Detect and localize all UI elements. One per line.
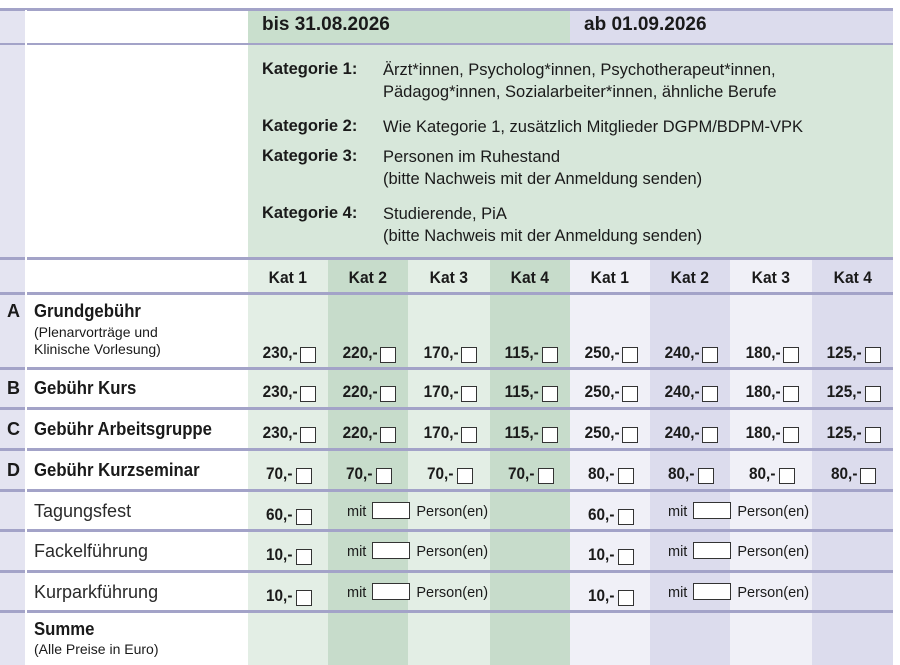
checkbox[interactable]	[702, 347, 718, 363]
mit-label: mit	[668, 504, 688, 520]
row-label-kurparkfuehrung: Kurparkführung	[34, 582, 159, 602]
row-label-kurzseminar	[34, 460, 212, 481]
price-value: 10,-	[588, 546, 615, 564]
rule	[0, 448, 893, 451]
checkbox[interactable]	[702, 427, 718, 443]
person-label: Person(en)	[737, 585, 810, 601]
price-cell	[328, 337, 408, 363]
price-value: 70,-	[508, 465, 535, 483]
price-cell	[730, 376, 812, 402]
checkbox[interactable]	[865, 347, 881, 363]
price-cell	[328, 458, 408, 484]
rule	[0, 489, 893, 492]
price-value: 240,-	[664, 424, 700, 442]
price-cell	[730, 458, 812, 484]
price-cell	[408, 417, 490, 443]
checkbox[interactable]	[779, 468, 795, 484]
checkbox[interactable]	[865, 427, 881, 443]
col-header	[650, 262, 730, 288]
checkbox[interactable]	[622, 427, 638, 443]
price-cell	[328, 417, 408, 443]
col-header	[490, 262, 570, 288]
price-cell	[248, 580, 328, 606]
checkbox[interactable]	[702, 386, 718, 402]
price-value: 180,-	[745, 344, 781, 362]
price-cell	[570, 417, 650, 443]
person-count-group	[668, 502, 809, 520]
price-value: 80,-	[830, 465, 858, 483]
rule	[0, 610, 893, 613]
checkbox[interactable]	[300, 386, 316, 402]
rule	[0, 367, 893, 370]
category-2-desc-line1: Wie Kategorie 1, zusätzlich Mitglieder DGPM/BDPM-VPK	[383, 118, 803, 136]
price-value: 125,-	[826, 383, 862, 401]
price-value: 170,-	[423, 383, 459, 401]
person-count-field[interactable]	[693, 583, 731, 600]
price-cell	[408, 376, 490, 402]
col-header-label: Kat 2	[348, 268, 388, 287]
person-count-group	[347, 502, 488, 520]
summe-label-text: Summe	[34, 619, 95, 639]
row-label-arbeitsgruppe	[34, 419, 225, 440]
col-header-label: Kat 3	[429, 268, 469, 287]
category-1-desc-line1: Ärzt*innen, Psycholog*innen, Psychotherapeut*innen,	[383, 61, 776, 79]
person-label: Person(en)	[416, 504, 489, 520]
checkbox[interactable]	[860, 468, 876, 484]
price-cell	[408, 458, 490, 484]
rule	[0, 292, 893, 295]
price-cell	[812, 337, 893, 363]
checkbox[interactable]	[618, 590, 634, 606]
row-label-fackelfuehrung: Fackelführung	[34, 541, 149, 561]
price-value: 180,-	[745, 424, 781, 442]
checkbox[interactable]	[296, 590, 312, 606]
price-value: 230,-	[262, 383, 298, 401]
left-divider	[25, 10, 27, 665]
price-cell	[570, 580, 650, 606]
price-cell	[650, 417, 730, 443]
price-value: 70,-	[346, 465, 373, 483]
category-1-desc-line2: Pädagog*innen, Sozialarbeiter*innen, ähnliche Berufe	[383, 83, 777, 101]
price-value: 10,-	[266, 546, 293, 564]
person-count-group	[668, 542, 809, 560]
mit-label: mit	[668, 585, 688, 601]
price-cell	[248, 539, 328, 565]
mit-label: mit	[347, 585, 367, 601]
price-value: 10,-	[588, 587, 615, 605]
col-header	[570, 262, 650, 288]
category-2-label: Kategorie 2:	[262, 117, 358, 135]
person-count-group	[668, 583, 809, 601]
price-value: 125,-	[826, 424, 862, 442]
price-cell	[570, 539, 650, 565]
rule	[0, 8, 893, 11]
person-count-field[interactable]	[372, 542, 410, 559]
checkbox[interactable]	[618, 509, 634, 525]
price-value: 60,-	[588, 506, 615, 524]
col-header-label: Kat 1	[590, 268, 630, 287]
mit-label: mit	[347, 504, 367, 520]
checkbox[interactable]	[376, 468, 392, 484]
row-label-grundgebuehr	[34, 301, 149, 322]
price-cell	[650, 376, 730, 402]
checkbox[interactable]	[618, 468, 634, 484]
rule	[0, 529, 893, 532]
checkbox[interactable]	[457, 468, 473, 484]
price-value: 240,-	[664, 383, 700, 401]
price-cell	[812, 417, 893, 443]
price-cell	[650, 458, 730, 484]
category-4-desc-line1: Studierende, PiA	[383, 205, 507, 223]
checkbox[interactable]	[300, 347, 316, 363]
price-value: 170,-	[423, 344, 459, 362]
checkbox[interactable]	[618, 549, 634, 565]
col-header-label: Kat 2	[670, 268, 710, 287]
price-value: 250,-	[584, 424, 620, 442]
price-value: 115,-	[504, 424, 539, 442]
checkbox[interactable]	[542, 347, 558, 363]
person-count-field[interactable]	[372, 583, 410, 600]
checkbox[interactable]	[783, 427, 799, 443]
person-label: Person(en)	[737, 544, 810, 560]
summe-note: (Alle Preise in Euro)	[34, 641, 159, 657]
checkbox[interactable]	[538, 468, 554, 484]
price-cell	[490, 337, 570, 363]
checkbox[interactable]	[296, 549, 312, 565]
person-label: Person(en)	[416, 544, 489, 560]
price-value: 220,-	[342, 424, 378, 442]
person-count-group	[347, 583, 488, 601]
col-header-label: Kat 1	[268, 268, 308, 287]
checkbox[interactable]	[783, 386, 799, 402]
checkbox[interactable]	[698, 468, 714, 484]
left-column-bg	[0, 10, 25, 665]
category-1-label: Kategorie 1:	[262, 60, 358, 78]
checkbox[interactable]	[783, 347, 799, 363]
mit-label: mit	[347, 544, 367, 560]
row-letter-d: D	[7, 460, 20, 480]
rule	[0, 407, 893, 410]
checkbox[interactable]	[300, 427, 316, 443]
price-value: 60,-	[266, 506, 293, 524]
price-value: 250,-	[584, 344, 620, 362]
price-cell	[408, 337, 490, 363]
price-cell	[730, 417, 812, 443]
row-label-text: Gebühr Kurzseminar	[34, 460, 200, 480]
checkbox[interactable]	[622, 386, 638, 402]
col-header	[328, 262, 408, 288]
rule	[0, 257, 893, 260]
person-label: Person(en)	[737, 504, 810, 520]
summe-label	[34, 619, 99, 640]
checkbox[interactable]	[542, 386, 558, 402]
category-3-label: Kategorie 3:	[262, 147, 358, 165]
col-header-label: Kat 4	[833, 268, 872, 287]
person-count-field[interactable]	[372, 502, 410, 519]
row-label-text: Gebühr Kurs	[34, 378, 137, 398]
checkbox[interactable]	[461, 427, 477, 443]
checkbox[interactable]	[542, 427, 558, 443]
rule	[0, 43, 893, 45]
checkbox[interactable]	[461, 347, 477, 363]
row-label-tagungsfest: Tagungsfest	[34, 501, 132, 521]
col-header	[408, 262, 490, 288]
price-value: 170,-	[423, 424, 459, 442]
row-label-text: Grundgebühr	[34, 301, 141, 321]
row-sub-line2: Klinische Vorlesung)	[34, 341, 161, 357]
price-value: 10,-	[266, 587, 293, 605]
category-3-desc-line2: (bitte Nachweis mit der Anmeldung senden)	[383, 170, 703, 188]
person-label: Person(en)	[416, 585, 489, 601]
col-header	[730, 262, 812, 288]
price-cell	[328, 376, 408, 402]
price-cell	[812, 376, 893, 402]
price-cell	[570, 376, 650, 402]
checkbox[interactable]	[461, 386, 477, 402]
price-value: 220,-	[342, 344, 378, 362]
col-header	[248, 262, 328, 288]
price-cell	[650, 337, 730, 363]
price-value: 220,-	[342, 383, 378, 401]
checkbox[interactable]	[380, 427, 396, 443]
price-value: 70,-	[266, 465, 293, 483]
row-letter-a: A	[7, 301, 20, 321]
category-3-desc-line1: Personen im Ruhestand	[383, 148, 561, 166]
price-cell	[248, 417, 328, 443]
price-value: 80,-	[588, 465, 615, 483]
price-value: 115,-	[504, 383, 539, 401]
person-count-group	[347, 542, 488, 560]
col-header-label: Kat 3	[751, 268, 791, 287]
checkbox[interactable]	[380, 386, 396, 402]
price-cell	[248, 499, 328, 525]
price-cell	[490, 458, 570, 484]
person-count-field[interactable]	[693, 542, 731, 559]
row-sub-line1: (Plenarvorträge und	[34, 324, 158, 340]
period2-title: ab 01.09.2026	[584, 14, 707, 35]
category-4-label: Kategorie 4:	[262, 204, 358, 222]
price-value: 70,-	[427, 465, 454, 483]
row-label-kurs	[34, 378, 144, 399]
price-value: 180,-	[745, 383, 781, 401]
price-value: 240,-	[664, 344, 700, 362]
price-value: 230,-	[262, 424, 298, 442]
checkbox[interactable]	[296, 468, 312, 484]
checkbox[interactable]	[296, 509, 312, 525]
checkbox[interactable]	[380, 347, 396, 363]
rule	[0, 570, 893, 573]
price-cell	[248, 337, 328, 363]
price-cell	[248, 376, 328, 402]
price-cell	[570, 499, 650, 525]
checkbox[interactable]	[622, 347, 638, 363]
price-value: 115,-	[504, 344, 539, 362]
price-value: 80,-	[749, 465, 776, 483]
row-label-text: Gebühr Arbeitsgruppe	[34, 419, 212, 439]
col-header	[812, 262, 893, 288]
price-cell	[570, 458, 650, 484]
price-value: 80,-	[668, 465, 695, 483]
price-cell	[248, 458, 328, 484]
price-value: 250,-	[584, 383, 620, 401]
price-cell	[490, 376, 570, 402]
price-cell	[490, 417, 570, 443]
mit-label: mit	[668, 544, 688, 560]
category-4-desc-line2: (bitte Nachweis mit der Anmeldung senden)	[383, 227, 703, 245]
price-value: 230,-	[262, 344, 298, 362]
price-value: 125,-	[826, 344, 862, 362]
row-letter-b: B	[7, 378, 20, 398]
person-count-field[interactable]	[693, 502, 731, 519]
price-cell	[730, 337, 812, 363]
period1-title: bis 31.08.2026	[262, 14, 390, 35]
price-cell	[570, 337, 650, 363]
price-cell	[812, 458, 893, 484]
row-letter-c: C	[7, 419, 20, 439]
checkbox[interactable]	[865, 386, 881, 402]
col-header-label: Kat 4	[510, 268, 550, 287]
